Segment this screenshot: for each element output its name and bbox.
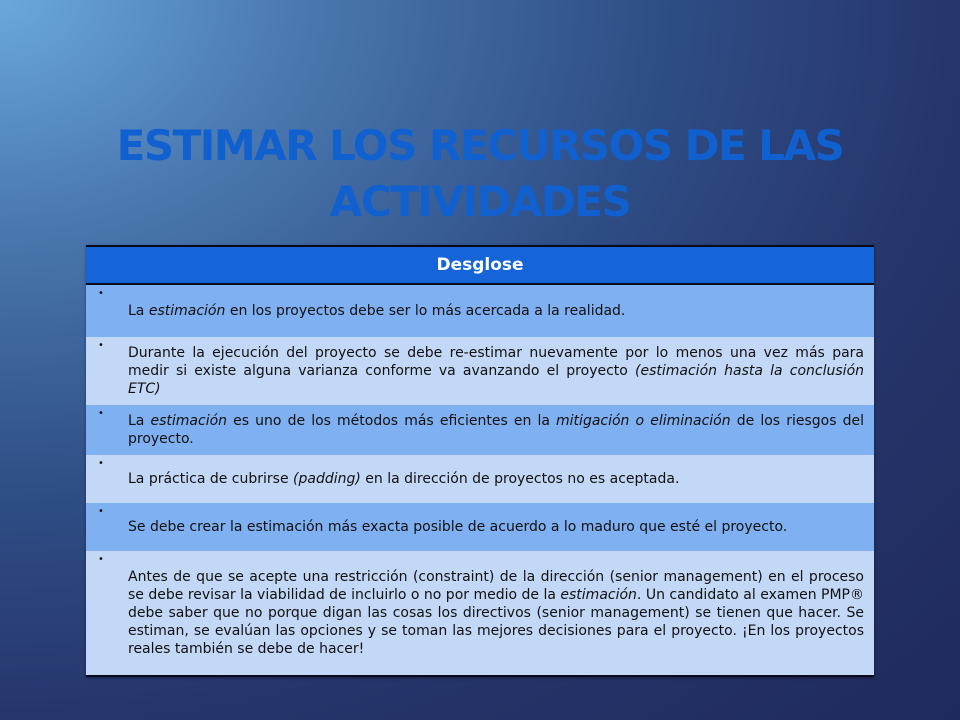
- bullet-icon: •: [98, 288, 104, 299]
- text-segment: Antes de que se acepte una restricción (constraint) de la dirección (senior management) en el proceso se debe revisar la viabilidad de incluirlo o no por medio de la: [128, 569, 864, 603]
- table-row: [86, 551, 874, 675]
- table-row: [86, 337, 874, 405]
- breakdown-table: [86, 245, 874, 677]
- bullet-icon: •: [98, 408, 104, 419]
- text-segment: La práctica de cubrirse: [128, 471, 294, 487]
- text-segment: . Un candidato al examen PMP® debe saber que no porque digan las cosas los directivos (senior management) se tienen que hacer. Se estiman, se evalúan las opciones y se toman las mejores decisiones para el proyecto. ¡En los proyectos reales también se debe de hacer!: [128, 587, 864, 657]
- table-header: Desglose: [86, 247, 874, 285]
- bullet-icon: •: [98, 458, 104, 469]
- text-segment: es uno de los métodos más eficientes en la: [227, 413, 557, 429]
- row-text: [128, 412, 864, 448]
- italic-segment: (estimación hasta la conclusión ETC): [128, 363, 865, 397]
- italic-segment: (padding): [293, 471, 361, 487]
- text-segment: Se debe crear la estimación más exacta posible de acuerdo a lo maduro que esté el proyecto.: [128, 519, 788, 535]
- row-text: [128, 518, 864, 536]
- slide-title: ESTIMAR LOS RECURSOS DE LAS ACTIVIDADES: [116, 121, 844, 226]
- italic-segment: estimación: [560, 587, 637, 603]
- text-segment: en los proyectos debe ser lo más acercada a la realidad.: [225, 303, 626, 319]
- text-segment: La: [128, 413, 151, 429]
- row-text: [128, 470, 864, 488]
- table-row: [86, 405, 874, 455]
- row-text: [128, 302, 864, 320]
- table-row: [86, 285, 874, 337]
- row-text: [128, 568, 864, 658]
- bullet-icon: •: [98, 506, 104, 517]
- row-text: [128, 344, 864, 398]
- bullet-icon: •: [98, 554, 104, 565]
- text-segment: de los riesgos del proyecto.: [128, 413, 865, 447]
- text-segment: Durante la ejecución del proyecto se debe re-estimar nuevamente por lo menos una vez más para medir si existe alguna varianza conforme va avanzando el proyecto: [128, 345, 864, 379]
- table-row: [86, 455, 874, 503]
- text-segment: en la dirección de proyectos no es aceptada.: [360, 471, 680, 487]
- italic-segment: mitigación o eliminación: [556, 413, 731, 429]
- italic-segment: estimación: [148, 303, 226, 319]
- italic-segment: estimación: [150, 413, 228, 429]
- bullet-icon: •: [98, 340, 104, 351]
- text-segment: La: [128, 303, 149, 319]
- table-row: [86, 503, 874, 551]
